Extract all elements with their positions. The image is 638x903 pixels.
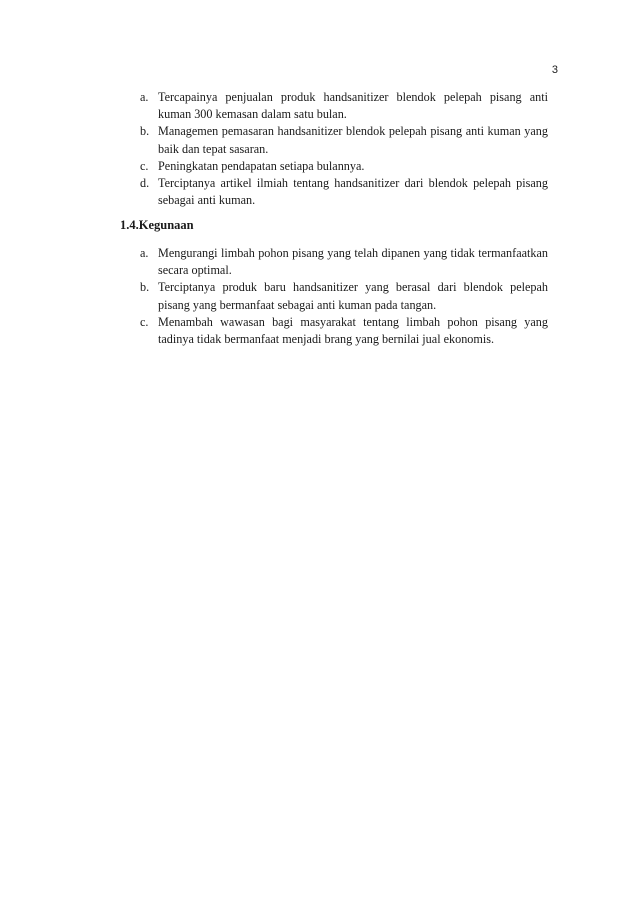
- goals-list-item: [140, 89, 548, 123]
- goals-list: [140, 89, 548, 209]
- list-marker: c.: [140, 158, 149, 173]
- list-item-text: Terciptanya produk baru handsanitizer yang berasal dari blendok pelepah pisang yang bermanfaat sebagai anti kuman pada tangan.: [158, 280, 548, 312]
- list-item-text: Menambah wawasan bagi masyarakat tentang limbah pohon pisang yang tadinya tidak bermanfaat menjadi brang yang bernilai jual ekonomis.: [158, 314, 548, 347]
- page-number: 3: [551, 64, 558, 76]
- goals-list-item: [140, 175, 548, 209]
- goals-list-item: [140, 123, 548, 157]
- list-item-text: Tercapainya penjualan produk handsanitizer blendok pelepah pisang anti kuman 300 kemasan dalam satu bulan.: [158, 90, 548, 122]
- list-item-text: Terciptanya artikel ilmiah tentang handsanitizer dari blendok pelepah pisang sebagai anti kuman.: [158, 176, 548, 208]
- list-marker: d.: [140, 176, 150, 191]
- benefits-list-item: [140, 279, 548, 313]
- benefits-list-item: [140, 314, 548, 348]
- list-marker: b.: [140, 280, 150, 295]
- list-marker: a.: [140, 246, 149, 260]
- list-item-text: Mengurangi limbah pohon pisang yang telah dipanen yang tidak termanfaatkan secara optimal.: [158, 246, 548, 278]
- list-item-text: Peningkatan pendapatan setiapa bulannya.: [158, 158, 365, 173]
- goals-list-item: [140, 158, 548, 175]
- list-marker: c.: [140, 314, 149, 329]
- list-item-text: Managemen pemasaran handsanitizer blendok pelepah pisang anti kuman yang baik dan tepat sasaran.: [158, 124, 548, 156]
- list-marker: a.: [140, 90, 149, 104]
- benefits-list: [140, 245, 548, 348]
- section-heading: 1.4.Kegunaan: [120, 218, 194, 232]
- list-marker: b.: [140, 124, 150, 139]
- benefits-list-item: [140, 245, 548, 279]
